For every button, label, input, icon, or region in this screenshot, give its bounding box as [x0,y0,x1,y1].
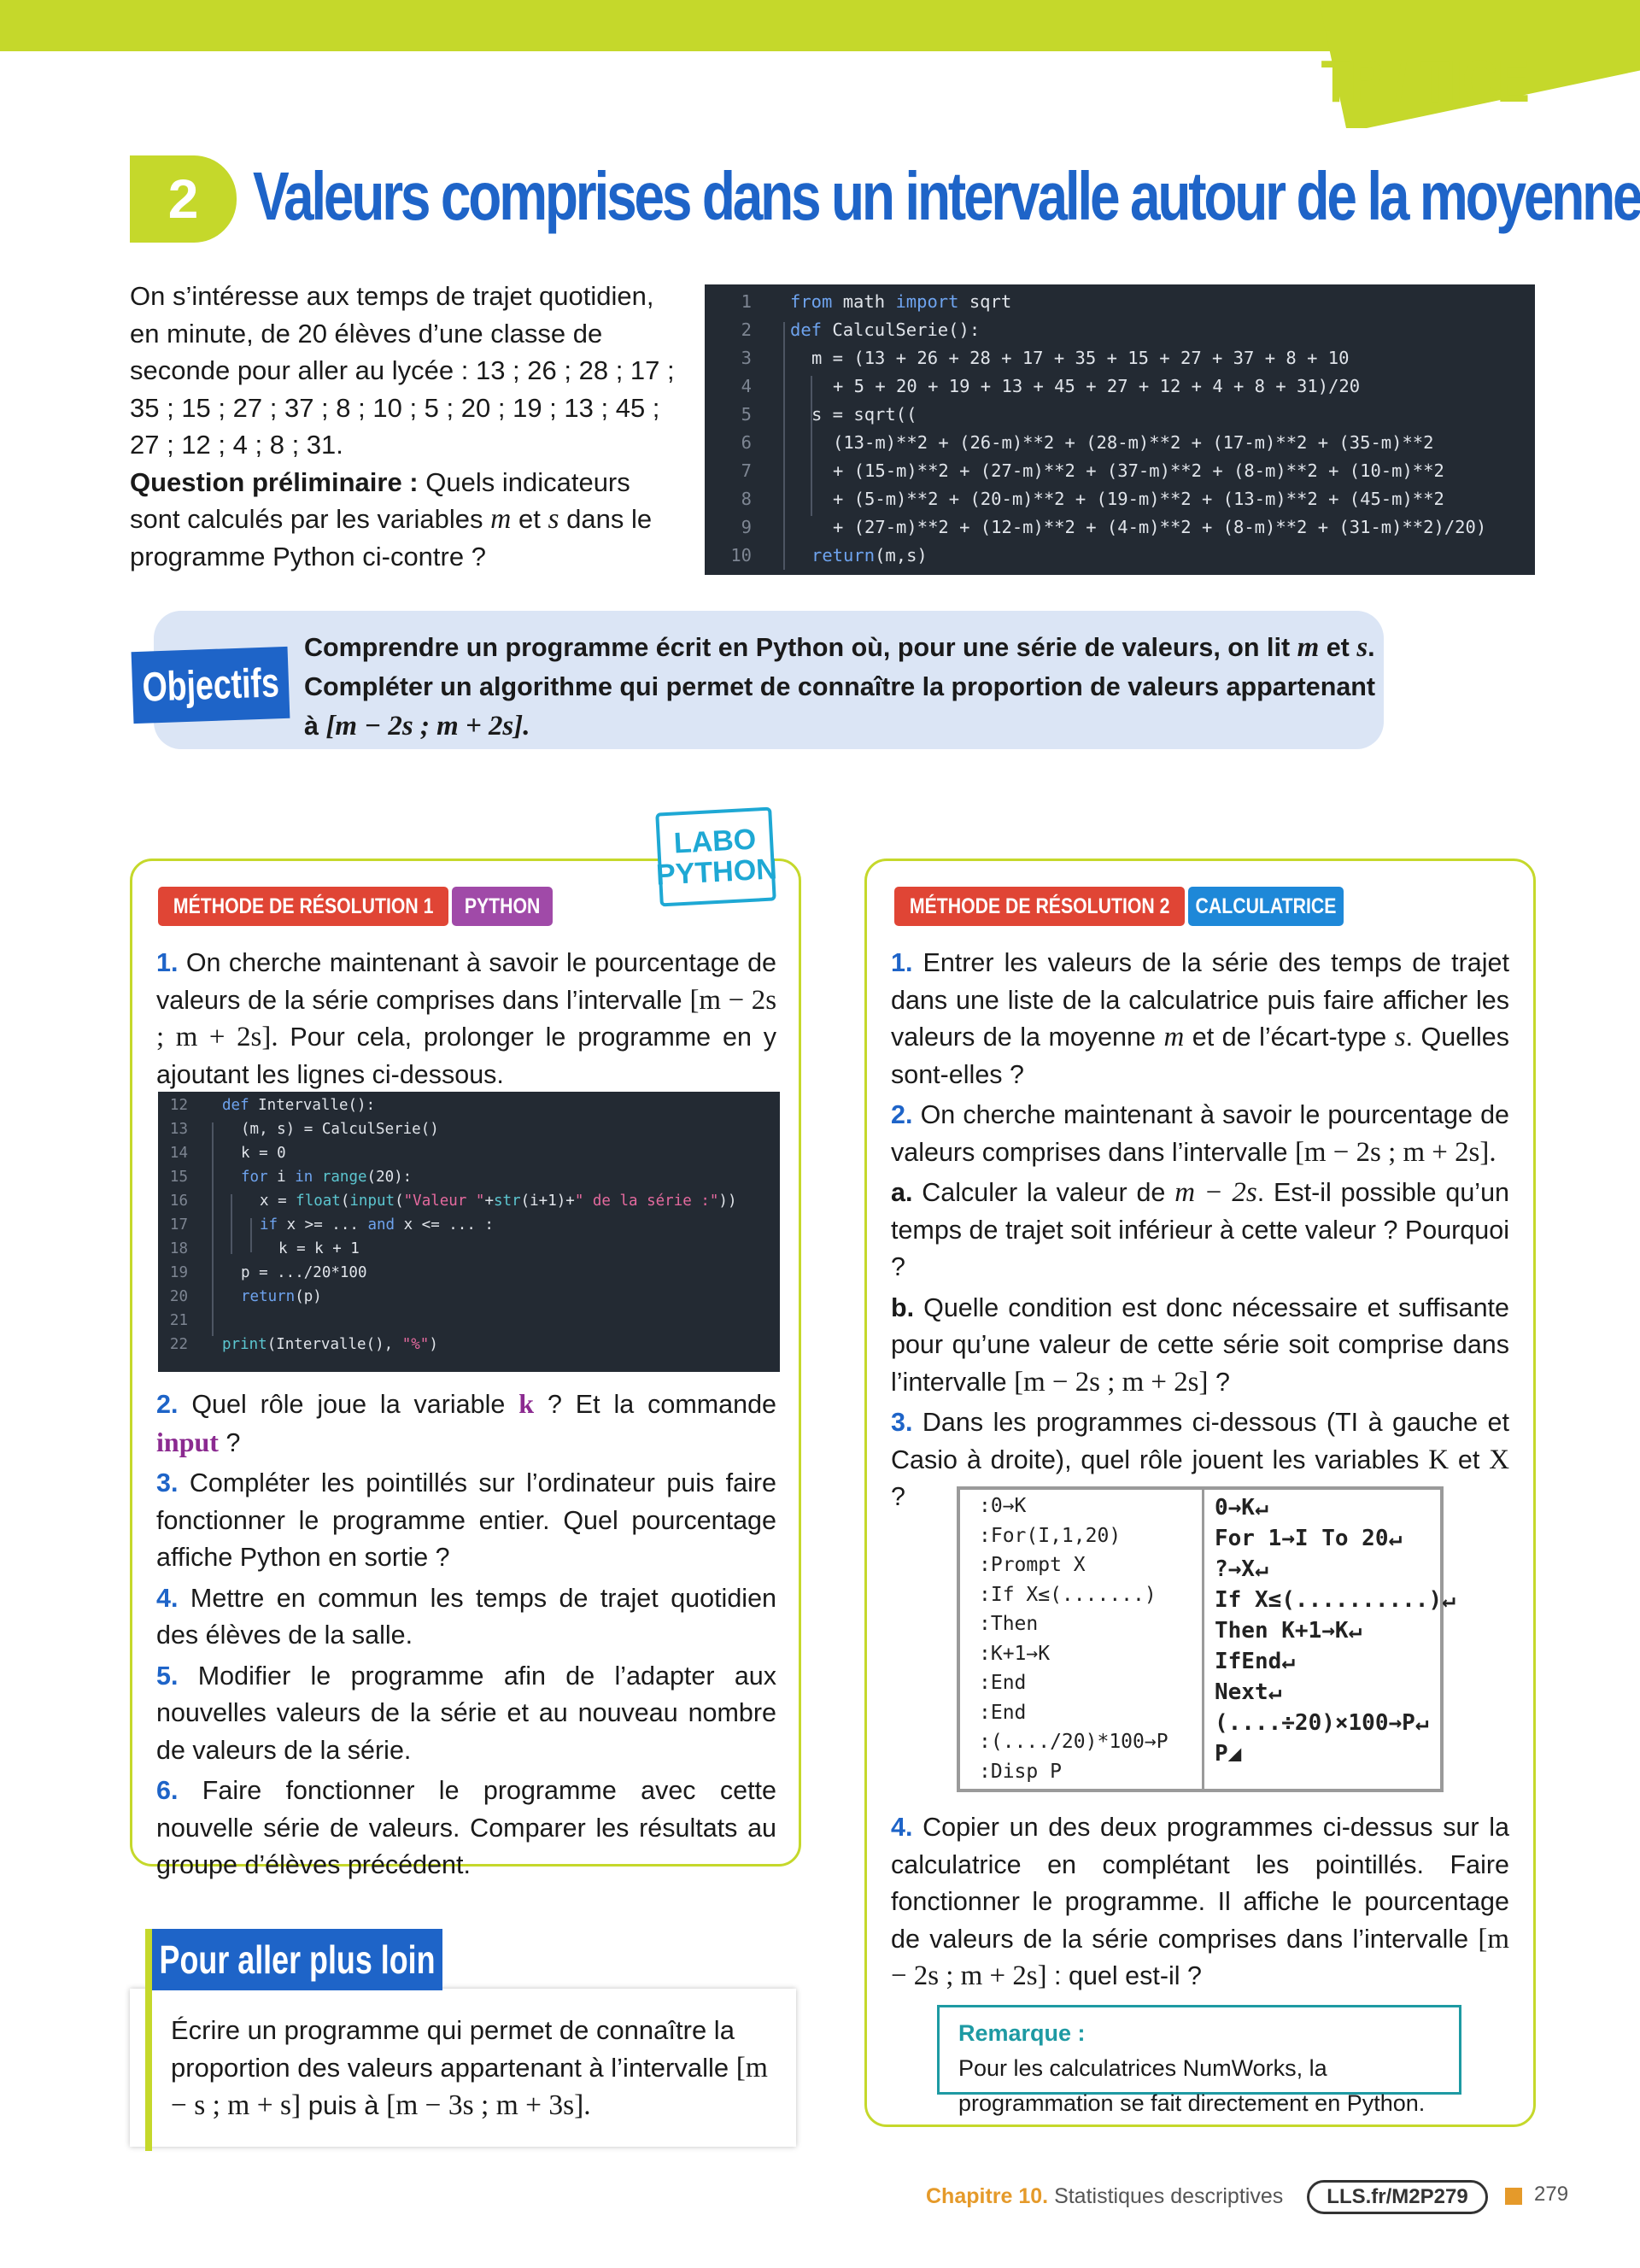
method-1-q3: 3. Compléter les pointillés sur l’ordinateur puis faire fonctionner le programme entier. Quel pourcentage affiche Python en sortie ? [156,1468,776,1572]
line-number: 15 [169,1169,188,1186]
line-number: 17 [169,1216,188,1234]
line-number: 9 [741,517,752,537]
line-number: 22 [169,1336,188,1353]
objective-2: Compléter un algorithme qui permet de connaître la proportion de valeurs appartenant [304,672,1376,701]
ti-line: :Then [979,1613,1039,1635]
line-number: 2 [741,319,752,340]
line-number: 1 [741,291,752,312]
code-line-13: (m, s) = CalculSerie() [241,1121,439,1138]
remark-label: Remarque : [958,2020,1086,2046]
var-s: s [548,503,559,535]
code-line-6: (13-m)**2 + (26-m)**2 + (28-m)**2 + (17-m)**2 + (35-m)**2 [833,432,1434,453]
code-line-8: + (5-m)**2 + (20-m)**2 + (19-m)**2 + (13-m)**2 + (45-m)**2 [833,489,1444,509]
objectives-label: Objectifs [132,647,290,724]
code-line-22: print(Intervalle(), "%") [222,1336,438,1353]
line-number: 3 [741,348,752,368]
python-tag: PYTHON [452,887,553,926]
line-number: 7 [741,460,752,481]
line-number: 21 [169,1312,188,1329]
line-number: 6 [741,432,752,453]
word-et: et [518,504,541,534]
calculatrice-tag: CALCULATRICE [1188,887,1344,926]
casio-line: P◢ [1215,1741,1242,1767]
objective-1: Comprendre un programme écrit en Python où, pour une série de valeurs, on lit m et s. [304,632,1375,663]
further-title: Pour aller plus loin [152,1929,442,1990]
code-line-3: m = (13 + 26 + 28 + 17 + 35 + 15 + 27 + 37 + 8 + 10 [811,348,1350,368]
question-label: Question préliminaire : [130,466,419,497]
code-line-12: def Intervalle(): [222,1097,376,1114]
remark-box [937,2005,1461,2116]
method-1-q5: 5. Modifier le programme afin de l’adapter aux nouvelles valeurs de la série et au nouveau nombre de valeurs de la série. [156,1661,776,1765]
objectives-text [304,628,1376,746]
line-number: 14 [169,1145,188,1162]
method-2-q1: 1. Entrer les valeurs de la série des temps de trajet dans une liste de la calculatrice puis faire afficher les valeurs de la moyenne m et de l’écart-type s. Quelles sont-elles ? [891,948,1509,1089]
lls-link[interactable]: LLS.fr/M2P279 [1307,2180,1488,2214]
casio-line: ?→X↵ [1215,1556,1268,1582]
line-number: 5 [741,404,752,425]
page-title: Valeurs comprises dans un intervalle autour de la moyenne [253,158,1640,234]
code-line-5: s = sqrt(( [811,404,917,425]
code-line-10: return(m,s) [811,545,928,566]
page-number: 279 [1534,2183,1569,2206]
method-1-q4: 4. Mettre en commun les temps de trajet quotidien des élèves de la salle. [156,1583,776,1650]
method-2-qb: b. Quelle condition est donc nécessaire et suffisante pour qu’une valeur de cette série soit comprise dans l’intervalle [m − 2s ; m + 2s] ? [891,1292,1509,1398]
line-number: 19 [169,1264,188,1281]
casio-line: 0→K↵ [1215,1495,1268,1521]
code-line-16: x = float(input("Valeur "+str(i+1)+" de la série :")) [260,1193,737,1210]
ti-line: :End [979,1701,1027,1724]
method-1-q6: 6. Faire fonctionner le programme avec cette nouvelle série de valeurs. Comparer les résultats au groupe d’élèves précédent. [156,1776,776,1879]
python-code-block-1 [705,284,1535,575]
method-1-tag: MÉTHODE DE RÉSOLUTION 1 [158,887,448,926]
code-line-18: k = k + 1 [278,1240,360,1257]
code-line-9: + (27-m)**2 + (12-m)**2 + (4-m)**2 + (8-m)**2 + (31-m)**2)/20) [833,517,1487,537]
intro-text [130,278,676,575]
ti-line: :End [979,1672,1027,1694]
var-m: m [490,503,512,535]
casio-line: For 1→I To 20↵ [1215,1526,1403,1551]
ti-line: :If X≤(.......) [979,1583,1157,1606]
calc-divider [1202,1490,1204,1789]
ti-line: :K+1→K [979,1642,1051,1665]
section-label: TP / TICE [1321,48,1529,114]
footer-square-icon [1505,2188,1522,2205]
footer-chapter: Chapitre 10. Statistiques descriptives [926,2184,1284,2208]
casio-line: (....÷20)×100→P↵ [1215,1710,1429,1736]
code-line-14: k = 0 [241,1145,286,1162]
line-number: 10 [730,545,752,566]
code-line-7: + (15-m)**2 + (27-m)**2 + (37-m)**2 + (8-m)**2 + (10-m)**2 [833,460,1444,481]
ti-line: :0→K [979,1495,1027,1517]
intro-paragraph: On s’intéresse aux temps de trajet quotidien, en minute, de 20 élèves d’une classe de seconde pour aller au lycée : 13 ; 26 ; 28 ; 17 ; 35 ; 15 ; 27 ; 37 ; 8 ; 10 ; 5 ; 20 ; 19 ; 13 ; 45 ; 27 ; 12 ; 4 ; 8 ; 31. [130,281,675,460]
question-text: Quels indicateurs sont calculés par les variables [130,466,630,534]
method-2-q3: 3. Dans les programmes ci-dessous (TI à gauche et Casio à droite), quel rôle jouent les variables K et X ? [891,1408,1509,1511]
python-code-block-2 [158,1092,780,1372]
line-number: 16 [169,1193,188,1210]
remark-text-2: programmation se fait directement en Python. [958,2090,1426,2116]
line-number: 4 [741,376,752,396]
line-number: 20 [169,1288,188,1305]
indent-guide [250,1218,252,1252]
code-line-15: for i in range(20): [241,1169,413,1186]
method-1-questions [156,1386,776,1888]
question-text-end: dans le programme Python ci-contre ? [130,504,653,571]
line-number: 13 [169,1121,188,1138]
indent-guide [212,1122,214,1336]
casio-line: Then K+1→K↵ [1215,1618,1362,1644]
code-line-19: p = .../20*100 [241,1264,367,1281]
line-number: 8 [741,489,752,509]
casio-line: IfEnd↵ [1215,1649,1295,1674]
exercise-number-badge: 2 [130,155,237,243]
further-text: Écrire un programme qui permet de connaître la proportion des valeurs appartenant à l’intervalle [m − s ; m + s] puis à [m − 3s ; m + 3s]. [171,2015,768,2121]
ti-line: :(..../20)*100→P [979,1731,1168,1753]
indent-guide [783,322,785,570]
code-line-17: if x >= ... and x <= ... : [260,1216,494,1234]
indent-guide [231,1194,232,1254]
ti-line: :Prompt X [979,1554,1086,1576]
ti-line: :For(I,1,20) [979,1524,1122,1547]
remark-text: Pour les calculatrices NumWorks, la [958,2055,1327,2081]
labo-python-badge: LABO PYTHON [655,807,776,907]
calculator-programs [957,1486,1456,1792]
method-2-q4: 4. Copier un des deux programmes ci-dessus sur la calculatrice en complétant les pointillés. Faire fonctionner le programme. Il affiche le pourcentage de valeurs de la série comprises dans l’intervalle [m − 2s ; m + 2s] : quel est-il ? [891,1813,1509,1991]
method-1-q1: 1. On cherche maintenant à savoir le pourcentage de valeurs de la série comprises dans l’intervalle [m − 2s ; m + 2s]. Pour cela, prolonger le programme en y ajoutant les lignes ci-dessous. [156,948,777,1089]
method-2-questions [891,945,1509,1520]
line-number: 18 [169,1240,188,1257]
casio-line: Next↵ [1215,1679,1282,1705]
code-line-1: from math import sqrt [790,291,1012,312]
further-accent [145,1929,152,2151]
method-2-q2: 2. On cherche maintenant à savoir le pourcentage de valeurs comprises dans l’intervalle [m − 2s ; m + 2s]. [891,1100,1510,1168]
code-line-4: + 5 + 20 + 19 + 13 + 45 + 27 + 12 + 4 + 8 + 31)/20 [833,376,1361,396]
code-line-2: def CalculSerie(): [790,319,981,340]
method-2-qa: a. Calculer la valeur de m − 2s. Est-il possible qu’un temps de trajet soit inférieur à cette valeur ? Pourquoi ? [891,1177,1509,1281]
method-2-tag: MÉTHODE DE RÉSOLUTION 2 [894,887,1185,926]
objective-2-end: à [m − 2s ; m + 2s]. [304,711,530,741]
indent-guide [811,376,812,516]
method-1-q2: 2. Quel rôle joue la variable k ? Et la commande input ? [156,1388,776,1457]
code-line-20: return(p) [241,1288,322,1305]
ti-line: :Disp P [979,1760,1062,1783]
casio-line: If X≤(..........)↵ [1215,1587,1456,1613]
line-number: 12 [169,1097,188,1114]
